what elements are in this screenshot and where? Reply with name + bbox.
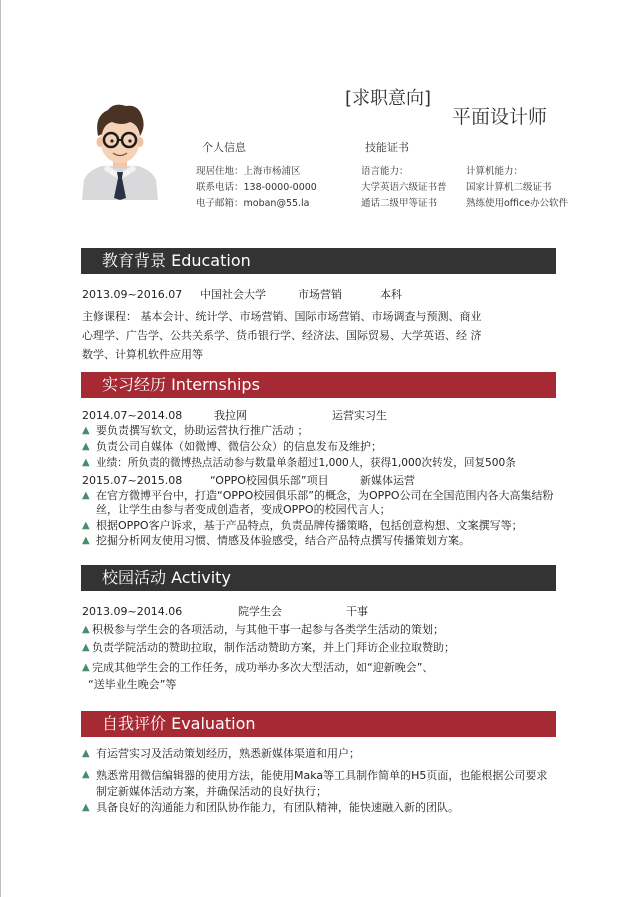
computer-label: 计算机能力： <box>466 166 524 177</box>
activity-bullet: ▲ 完成其他学生会的工作任务，成功举办多次大型活动，如“迎新晚会”、 <box>82 661 434 674</box>
activity-role: 干事 <box>346 605 368 618</box>
internship-2-company: “OPPO校园俱乐部”项目 <box>210 474 329 487</box>
activity-block <box>82 604 562 693</box>
education-major: 市场营销 <box>298 288 342 301</box>
skills-info <box>361 140 447 212</box>
triangle-bullet-icon: ▲ <box>82 662 90 673</box>
triangle-bullet-icon: ▲ <box>82 624 90 635</box>
education-degree: 本科 <box>380 288 402 301</box>
job-title: 平面设计师 <box>452 106 548 128</box>
triangle-bullet-icon: ▲ <box>82 748 90 759</box>
courses-line-1: 主修课程： 基本会计、统计学、市场营销、国际市场营销、市场调查与预测、商业 <box>82 310 482 323</box>
personal-info-title: 个人信息 <box>202 141 246 154</box>
activity-bullet: ▲ 积极参与学生会的各项活动，与其他干事一起参与各类学生活动的策划； <box>82 623 444 636</box>
internship-1-bullet: ▲ 业绩：所负责的微博热点活动参与数量单条超过1,000人，获得1,000次转发，回复500条 <box>82 456 516 469</box>
triangle-bullet-icon: ▲ <box>82 642 90 653</box>
triangle-bullet-icon: ▲ <box>82 440 90 452</box>
triangle-bullet-icon: ▲ <box>82 769 90 780</box>
courses-line-2: 心理学、广告学、公共关系学、货币银行学、经济法、国际贸易、大学英语、经 济 <box>82 329 482 342</box>
avatar <box>80 100 160 200</box>
courses-line-3: 数学、计算机软件应用等 <box>82 348 203 361</box>
activity-continuation: “送毕业生晚会”等 <box>88 677 177 691</box>
internship-1-period: 2014.07~2014.08 <box>82 409 183 422</box>
triangle-bullet-icon: ▲ <box>82 425 90 436</box>
job-intent-label: [求职意向] <box>345 88 432 109</box>
education-block <box>82 287 562 364</box>
internship-2-bullet: ▲ 挖掘分析网友使用习惯、情感及体验感受，结合产品特点撰写传播策划方案。 <box>82 534 470 547</box>
activity-org: 院学生会 <box>238 605 282 618</box>
evaluation-bullet: ▲ 具备良好的沟通能力和团队协作能力，有团队精神，能快速融入新的团队。 <box>82 801 459 814</box>
internship-2-bullet: ▲ 根据OPPO客户诉求，基于产品特点，负责品牌传播策略，包括创意构想、文案撰写等； <box>82 518 523 532</box>
page-left-border <box>0 0 1 897</box>
language-cert-1: 大学英语六级证书普 <box>361 182 447 193</box>
personal-info <box>196 140 317 212</box>
internship-1-bullet: ▲ 负责公司自媒体（如微博、微信公众）的信息发布及维护； <box>82 439 382 453</box>
internship-1-row <box>82 408 562 424</box>
language-label: 语言能力： <box>361 166 409 177</box>
email-line: 电子邮箱：moban@55.la <box>196 198 310 209</box>
internship-1-bullet: ▲ 要负责撰写软文，协助运营执行推广活动 ； <box>82 424 309 437</box>
triangle-bullet-icon: ▲ <box>82 456 90 468</box>
internship-2-role: 新媒体运营 <box>360 474 415 487</box>
computer-cert-2: 熟练使用office办公软件 <box>466 198 569 209</box>
evaluation-heading: 自我评价 Evaluation <box>81 711 556 737</box>
computer-skills <box>466 164 568 212</box>
education-period: 2013.09~2016.07 <box>82 288 183 301</box>
cartoon-man-avatar-icon <box>80 100 160 200</box>
education-row <box>82 287 562 303</box>
internship-1-company: 我拉网 <box>214 409 247 422</box>
phone-line: 联系电话：138-0000-0000 <box>196 182 317 193</box>
education-heading: 教育背景 Education <box>81 248 556 274</box>
triangle-bullet-icon: ▲ <box>82 519 90 531</box>
triangle-bullet-icon: ▲ <box>82 490 90 501</box>
language-cert-2: 通话二级甲等证书 <box>361 198 438 209</box>
internship-2-bullet: ▲ 在官方微博平台中，打造“OPPO校园俱乐部”的概念，为OPPO公司在全国范围内各大高集结粉丝，让学生由参与者变成创造者，变成OPPO的校园代言人； <box>82 489 554 516</box>
evaluation-bullet: ▲ 熟悉常用微信编辑器的使用方法，能使用Maka等工具制作简单的H5页面，也能根据公司要求制定新媒体活动方案，并确保活动的良好执行； <box>82 769 548 798</box>
triangle-bullet-icon: ▲ <box>82 535 90 546</box>
triangle-bullet-icon: ▲ <box>82 802 90 813</box>
evaluation-bullet: ▲ 有运营实习及活动策划经历，熟悉新媒体渠道和用户； <box>82 747 360 760</box>
education-school: 中国社会大学 <box>200 288 266 301</box>
internship-2-period: 2015.07~2015.08 <box>82 474 183 487</box>
activity-heading: 校园活动 Activity <box>81 565 556 591</box>
computer-cert-1: 国家计算机二级证书 <box>466 182 552 193</box>
internship-2-row <box>82 473 562 489</box>
internships-heading: 实习经历 Internships <box>81 372 556 398</box>
internship-1-role: 运营实习生 <box>332 409 387 422</box>
activity-bullet: ▲ 负责学院活动的赞助拉取，制作活动赞助方案，并上门拜访企业拉取赞助； <box>82 641 455 654</box>
internship-2 <box>82 473 562 550</box>
skills-title: 技能证书 <box>365 141 409 154</box>
internship-1 <box>82 408 562 471</box>
activity-period: 2013.09~2014.06 <box>82 605 183 618</box>
evaluation-block <box>82 747 562 817</box>
activity-row <box>82 604 562 620</box>
address-line: 现居住地：上海市杨浦区 <box>196 166 301 177</box>
